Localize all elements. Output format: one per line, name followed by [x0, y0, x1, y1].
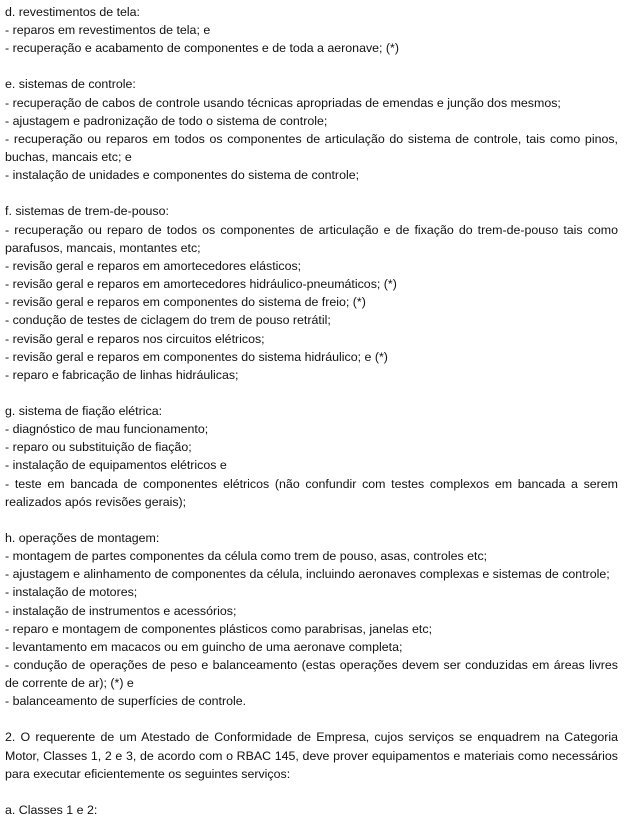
- list-item: - revisão geral e reparos em amortecedores hidráulico-pneumáticos; (*): [5, 277, 397, 292]
- list-item: - teste em bancada de componentes elétricos (não confundir com testes complexos em bancada a serem realizados após revisões gerais);: [5, 476, 618, 509]
- list-item: - instalação de unidades e componentes do sistema de controle;: [5, 168, 360, 183]
- section-heading: h. operações de montagem:: [5, 530, 160, 545]
- section-h-assembly-operations: [5, 529, 618, 711]
- section-g-electrical-wiring: [5, 402, 618, 511]
- list-item: - recuperação ou reparos em todos os componentes de articulação do sistema de controle, tais como pinos, buchas, mancais etc; e: [5, 131, 618, 165]
- section-f-landing-gear: [5, 202, 618, 384]
- list-item: - revisão geral e reparos em componentes do sistema de freio; (*): [5, 295, 366, 310]
- section-heading: g. sistema de fiação elétrica:: [5, 403, 163, 418]
- list-item: - instalação de instrumentos e acessórios;: [5, 603, 237, 618]
- list-item: - reparo e fabricação de linhas hidráulicas;: [5, 367, 239, 382]
- list-item: - reparo ou substituição de fiação;: [5, 440, 192, 455]
- section-heading: e. sistemas de controle:: [5, 77, 136, 92]
- section-e-control-systems: [5, 75, 618, 184]
- list-item: - revisão geral e reparos em componentes do sistema hidráulico; e (*): [5, 349, 388, 364]
- list-item: - montagem de partes componentes da célula como trem de pouso, asas, controles etc;: [5, 549, 488, 564]
- list-item: - ajustagem e padronização de todo o sistema de controle;: [5, 113, 328, 128]
- list-item: - ajustagem e alinhamento de componentes da célula, incluindo aeronaves complexas e sistemas de controle;: [5, 567, 610, 582]
- list-item: - diagnóstico de mau funcionamento;: [5, 422, 209, 437]
- list-item: - balanceamento de superfícies de controle.: [5, 694, 247, 709]
- paragraph-2: 2. O requerente de um Atestado de Conformidade de Empresa, cujos serviços se enquadrem na Categoria Motor, Classes 1, 2 e 3, de acordo com o RBAC 145, deve prover equipamentos e materiais como necessários para executar eficientemente os seguintes serviços:: [5, 730, 618, 781]
- list-item: - recuperação e acabamento de componentes e de toda a aeronave; (*): [5, 41, 400, 56]
- subheading-a: a. Classes 1 e 2:: [5, 802, 98, 817]
- list-item: - revisão geral e reparos em amortecedores elásticos;: [5, 258, 302, 273]
- list-item: - revisão geral e reparos nos circuitos elétricos;: [5, 331, 265, 346]
- list-item: - recuperação de cabos de controle usando técnicas apropriadas de emendas e junção dos mesmos;: [5, 95, 561, 110]
- list-item: - instalação de motores;: [5, 585, 138, 600]
- list-item: - instalação de equipamentos elétricos e: [5, 458, 227, 473]
- section-d-fabric-covering: [5, 3, 618, 57]
- list-item: - reparos em revestimentos de tela; e: [5, 23, 211, 38]
- section-heading: f. sistemas de trem-de-pouso:: [5, 204, 169, 219]
- section-heading: d. revestimentos de tela:: [5, 5, 140, 19]
- list-item: - condução de operações de peso e balanceamento (estas operações devem ser conduzidas em áreas livres de corrente de ar); (*) e: [5, 658, 618, 691]
- list-item: - condução de testes de ciclagem do trem de pouso retrátil;: [5, 313, 331, 328]
- list-item: - levantamento em macacos ou em guincho de uma aeronave completa;: [5, 639, 403, 654]
- list-item: - recuperação ou reparo de todos os componentes de articulação e de fixação do trem-de-pouso tais como parafusos, mancais, montantes etc;: [5, 222, 618, 255]
- list-item: - reparo e montagem de componentes plásticos como parabrisas, janelas etc;: [5, 621, 433, 636]
